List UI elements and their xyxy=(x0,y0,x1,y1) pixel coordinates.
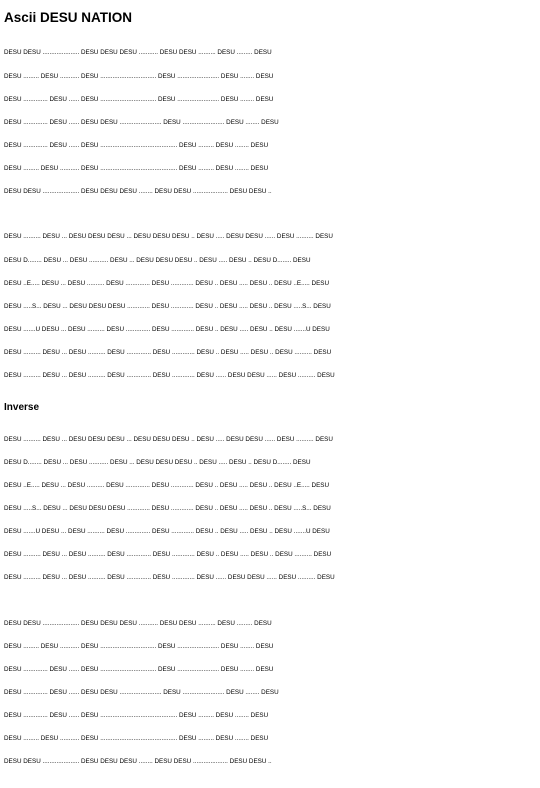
ascii-line: DESU .............. DESU ...... DESU ............................................ DESU ......... DESU ........ DESU xyxy=(4,711,269,719)
ascii-line: DESU .....S... DESU ... DESU DESU DESU ............. DESU ............. DESU .. DESU ..... DESU .. DESU .....S... DESU xyxy=(4,504,331,512)
ascii-line: DESU .............. DESU ...... DESU ............................................ DESU ......... DESU ........ DESU xyxy=(4,141,269,149)
ascii-line: DESU ..E..... DESU ... DESU .......... DESU .............. DESU ............. DESU .. DESU ..... DESU .. DESU ..E..... DESU xyxy=(4,279,330,287)
ascii-line: DESU ......... DESU ........... DESU ............................................ DESU ......... DESU ........ DESU xyxy=(4,164,269,172)
ascii-line: DESU .......U DESU ... DESU .......... DESU .............. DESU ............. DESU .. DESU ..... DESU .. DESU .......U DESU xyxy=(4,527,330,535)
ascii-line: DESU .......... DESU ... DESU .......... DESU .............. DESU ............. DESU ...... DESU DESU ...... DESU .......... DESU xyxy=(4,372,335,380)
ascii-line: DESU ......... DESU ........... DESU ................................ DESU ........................ DESU ........ DESU xyxy=(4,642,274,650)
page-title: Ascii DESU NATION xyxy=(4,10,133,25)
ascii-art-block-3 xyxy=(4,420,536,597)
page-content xyxy=(4,10,536,788)
ascii-art-block-4 xyxy=(4,604,536,781)
ascii-line: DESU .............. DESU ...... DESU ................................ DESU ........................ DESU ........ DESU xyxy=(4,665,274,673)
ascii-line: DESU ......... DESU ........... DESU ................................ DESU ........................ DESU ........ DESU xyxy=(4,72,274,80)
ascii-line: DESU .............. DESU ...... DESU DESU ........................ DESU ........................ DESU ........ DESU xyxy=(4,688,279,696)
ascii-line: DESU .......... DESU ... DESU .......... DESU .............. DESU ............. DESU .. DESU ..... DESU .. DESU .......... DESU xyxy=(4,551,332,558)
ascii-line: DESU ..E..... DESU ... DESU .......... DESU .............. DESU ............. DESU .. DESU ..... DESU .. DESU ..E..... DESU xyxy=(4,481,330,489)
ascii-line: DESU .......... DESU ... DESU DESU DESU ... DESU DESU DESU .. DESU ..... DESU DESU ...... DESU .......... DESU xyxy=(4,435,333,443)
ascii-line: DESU .......... DESU ... DESU .......... DESU .............. DESU ............. DESU ...... DESU DESU ...... DESU .......... DESU xyxy=(4,574,335,582)
ascii-line: DESU .......... DESU ... DESU DESU DESU ... DESU DESU DESU .. DESU ..... DESU DESU ...... DESU .......... DESU xyxy=(4,233,333,241)
ascii-line: DESU .............. DESU ...... DESU DESU ........................ DESU ........................ DESU ........ DESU xyxy=(4,118,279,126)
ascii-line: DESU .......... DESU ... DESU .......... DESU .............. DESU ............. DESU .. DESU ..... DESU .. DESU .......... DESU xyxy=(4,348,332,356)
ascii-line: DESU DESU ..................... DESU DESU DESU ........ DESU DESU .................... DESU DESU .. xyxy=(4,187,272,195)
ascii-line: DESU .....S... DESU ... DESU DESU DESU ............. DESU ............. DESU .. DESU ..... DESU .. DESU .....S... DESU xyxy=(4,302,331,310)
ascii-art-block-2 xyxy=(4,218,536,395)
ascii-art-block-1 xyxy=(4,34,536,211)
ascii-line: DESU DESU ..................... DESU DESU DESU ........... DESU DESU .......... DESU ......... DESU xyxy=(4,619,272,627)
ascii-line: DESU .............. DESU ...... DESU ................................ DESU ........................ DESU ........ DESU xyxy=(4,95,274,103)
inverse-heading: Inverse xyxy=(4,402,40,414)
ascii-line: DESU .......U DESU ... DESU .......... DESU .............. DESU ............. DESU .. DESU ..... DESU .. DESU .......U DESU xyxy=(4,325,330,333)
ascii-line: DESU DESU ..................... DESU DESU DESU ........ DESU DESU .................... DESU DESU .. xyxy=(4,758,272,766)
ascii-line: DESU DESU ..................... DESU DESU DESU ........... DESU DESU .......... DESU ......... DESU xyxy=(4,49,272,57)
ascii-line: DESU ......... DESU ........... DESU ............................................ DESU ......... DESU ........ DESU xyxy=(4,735,269,743)
ascii-line: DESU D........ DESU ... DESU ........... DESU ... DESU DESU DESU .. DESU ..... DESU .. DESU D........ DESU xyxy=(4,458,311,466)
ascii-line: DESU D........ DESU ... DESU ........... DESU ... DESU DESU DESU .. DESU ..... DESU .. DESU D........ DESU xyxy=(4,256,311,264)
